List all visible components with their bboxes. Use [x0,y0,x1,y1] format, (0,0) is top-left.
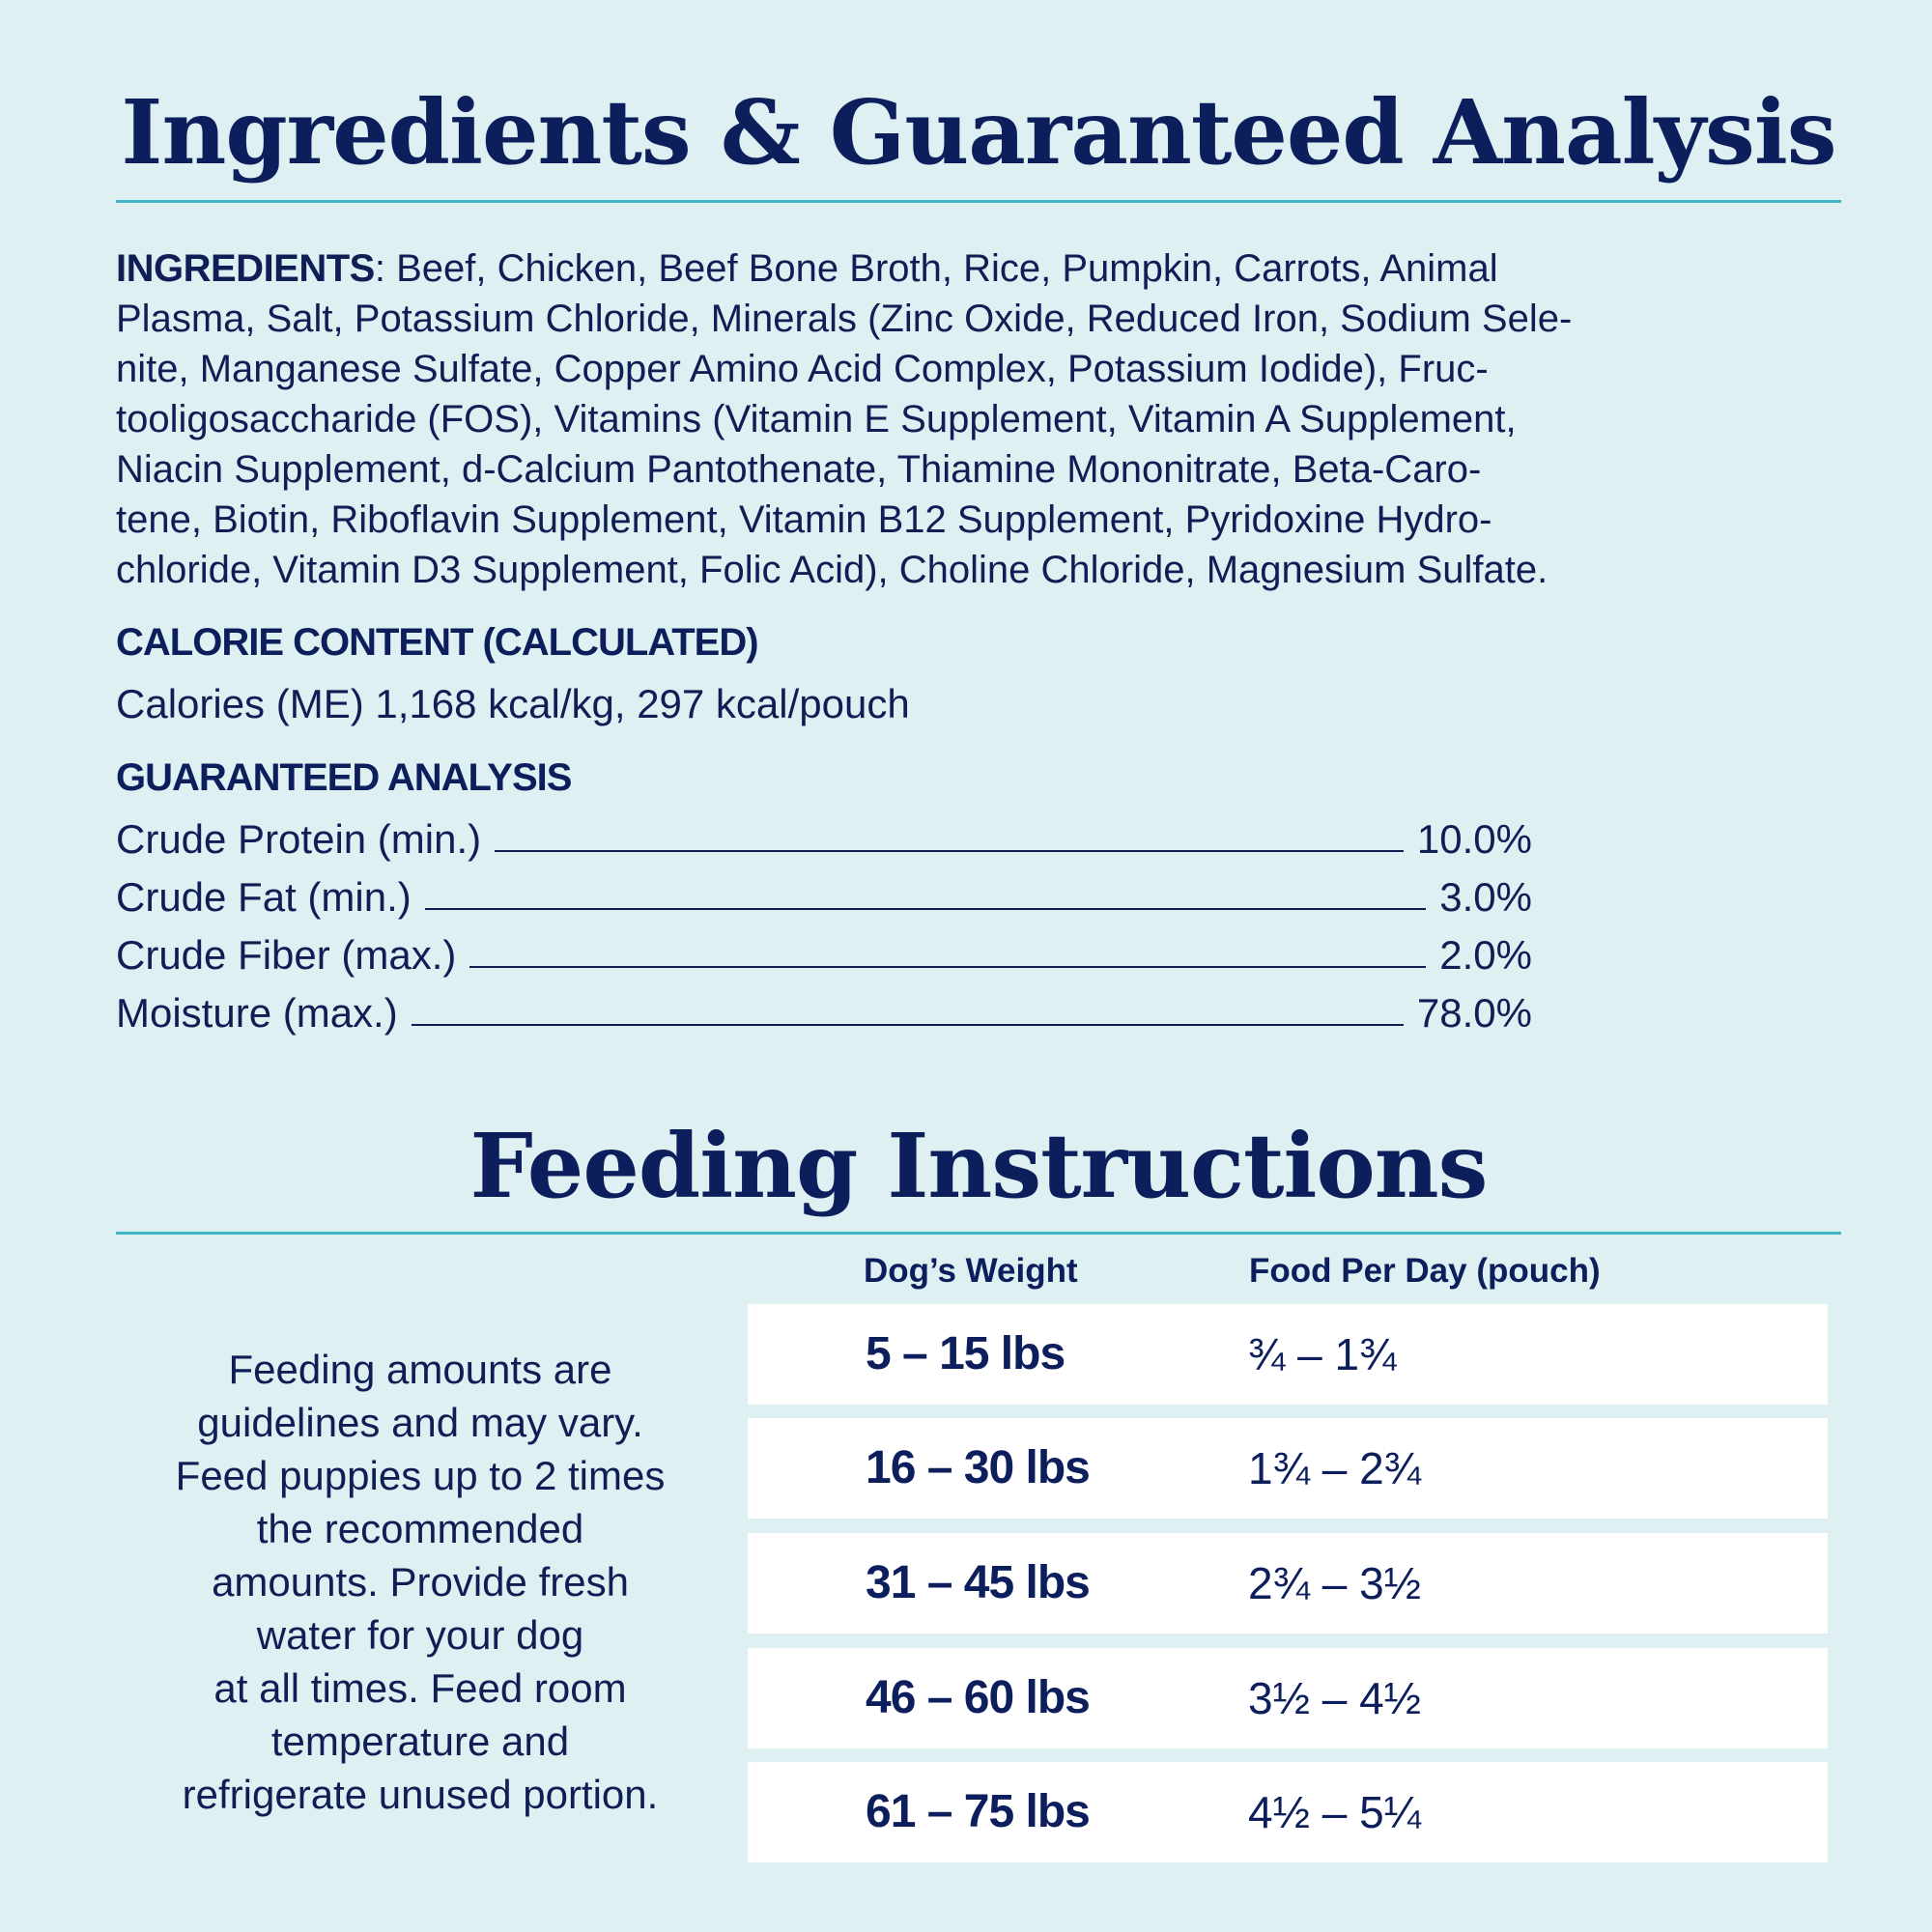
ingredients-line: tene, Biotin, Riboflavin Supplement, Vitamin B12 Supplement, Pyridoxine Hydro- [116,498,1492,541]
ingredients-line: Niacin Supplement, d-Calcium Pantothenate, Thiamine Mononitrate, Beta-Caro- [116,448,1482,491]
feeding-note-line: refrigerate unused portion. [182,1772,659,1817]
dotted-leader [412,1024,1404,1026]
feeding-weight: 16 – 30 lbs [866,1442,1090,1493]
analysis-row-moisture [116,987,1532,1039]
ingredients-label: INGREDIENTS [116,247,375,290]
analysis-name: Moisture (max.) [116,990,398,1036]
guaranteed-analysis-label: GUARANTEED ANALYSIS [116,756,572,799]
analysis-row-crude-fat [116,871,1532,923]
ingredients-line [116,243,1845,294]
feeding-note-line: amounts. Provide fresh [212,1559,629,1605]
analysis-row-crude-protein [116,813,1532,866]
ingredients-line: chloride, Vitamin D3 Supplement, Folic Acid), Choline Chloride, Magnesium Sulfate. [116,549,1548,591]
calorie-content-text: Calories (ME) 1,168 kcal/kg, 297 kcal/pouch [116,681,910,726]
dotted-leader [495,850,1404,852]
column-header-food: Food Per Day (pouch) [1249,1252,1601,1290]
heading-divider [116,200,1841,203]
feeding-note-line: temperature and [270,1719,570,1764]
analysis-row-crude-fiber [116,929,1532,981]
calorie-content-label: CALORIE CONTENT (CALCULATED) [116,621,758,664]
column-header-weight: Dog’s Weight [864,1252,1078,1290]
analysis-name: Crude Protein (min.) [116,816,482,862]
feeding-note-line: the recommended [256,1506,584,1551]
feeding-row [748,1304,1828,1405]
feeding-weight: 61 – 75 lbs [866,1786,1090,1837]
analysis-value: 2.0% [1439,932,1532,978]
feeding-row [748,1533,1828,1634]
feeding-row [748,1648,1828,1748]
feeding-note [126,1343,715,1821]
analysis-value: 78.0% [1416,990,1532,1036]
heading-divider [116,1232,1841,1235]
ingredients-paragraph [116,243,1845,595]
feeding-weight: 46 – 60 lbs [866,1672,1090,1723]
analysis-value: 10.0% [1416,816,1532,862]
ingredients-line: nite, Manganese Sulfate, Copper Amino Acid Complex, Potassium Iodide), Fruc- [116,348,1489,390]
feeding-note-line: Feeding amounts are [228,1347,612,1392]
feeding-amount: ¾ – 1¾ [1248,1329,1397,1379]
feeding-note-line: guidelines and may vary. [197,1400,643,1445]
ingredients-heading: Ingredients & Guaranteed Analysis [121,80,1836,185]
dotted-leader [425,908,1427,910]
feeding-row [748,1418,1828,1519]
feeding-heading: Feeding Instructions [469,1114,1488,1218]
analysis-name: Crude Fat (min.) [116,874,412,920]
ingredients-text: : Beef, Chicken, Beef Bone Broth, Rice, Pumpkin, Carrots, Animal [374,247,1498,290]
feeding-amount: 3½ – 4½ [1248,1673,1422,1723]
ingredients-line: tooligosaccharide (FOS), Vitamins (Vitamin E Supplement, Vitamin A Supplement, [116,398,1517,440]
analysis-name: Crude Fiber (max.) [116,932,457,978]
feeding-note-line: water for your dog [256,1612,584,1658]
analysis-value: 3.0% [1439,874,1532,920]
feeding-amount: 4½ – 5¼ [1248,1787,1422,1837]
dotted-leader [469,966,1426,968]
feeding-amount: 1¾ – 2¾ [1248,1443,1422,1493]
feeding-row [748,1762,1828,1862]
ingredients-line: Plasma, Salt, Potassium Chloride, Minerals (Zinc Oxide, Reduced Iron, Sodium Sele- [116,298,1573,340]
feeding-note-line: at all times. Feed room [213,1665,627,1711]
feeding-note-line: Feed puppies up to 2 times [175,1453,666,1498]
feeding-weight: 31 – 45 lbs [866,1557,1090,1608]
feeding-amount: 2¾ – 3½ [1248,1558,1422,1608]
feeding-weight: 5 – 15 lbs [866,1328,1065,1379]
